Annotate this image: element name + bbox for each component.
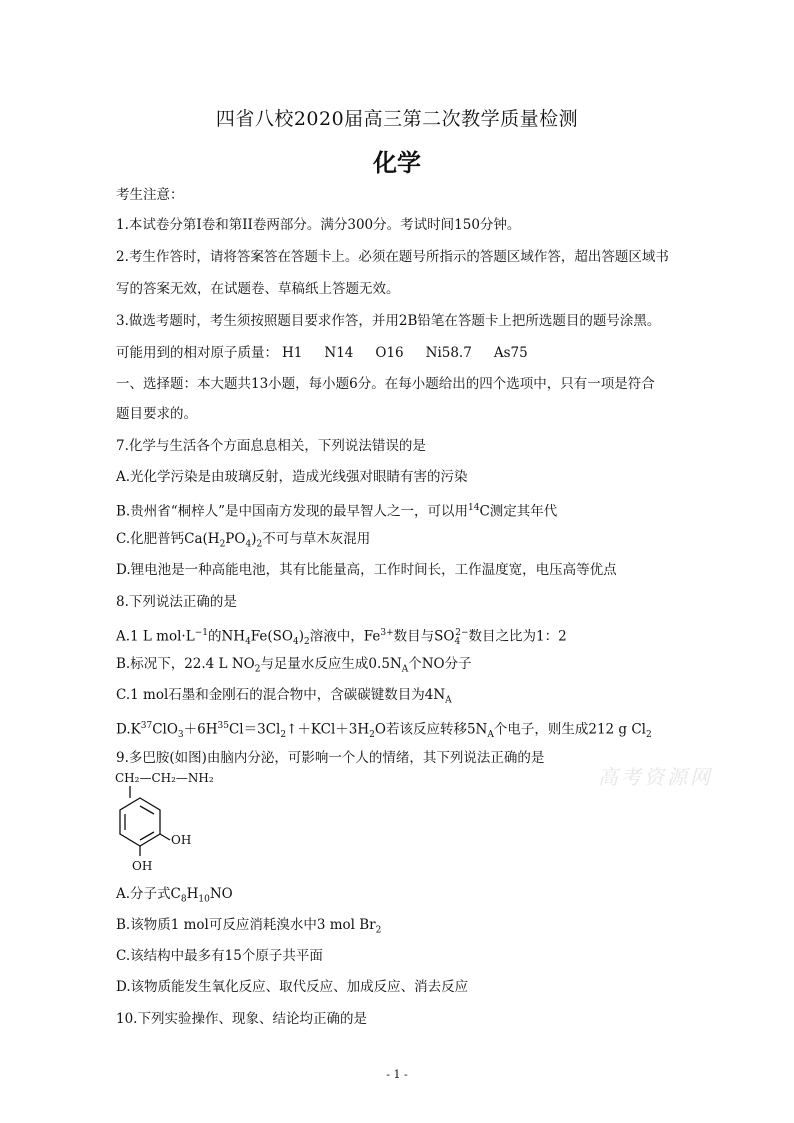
atomic-mass-o: O16 (375, 345, 404, 361)
benzene-ring (120, 798, 160, 846)
notice-item-2-line-2: 写的答案无效，在试题卷、草稿纸上答题无效。 (116, 281, 400, 297)
q9-option-b: B.该物质1 mol可反应消耗溴水中3 mol $Br_2$ (116, 917, 382, 936)
notice-item-1: 1.本试卷分第I卷和第II卷两部分。满分300分。考试时间150分钟。 (116, 217, 521, 233)
oh-bond-right (160, 834, 170, 840)
atomic-mass-as: As75 (493, 345, 528, 361)
atomic-mass-label: 可能用到的相对原子质量： (116, 345, 278, 361)
atomic-mass-n: N14 (324, 345, 354, 361)
q9-stem: 9.多巴胺(如图)由脑内分泌，可影响一个人的情绪，其下列说法正确的是 (116, 750, 545, 766)
page-number: - 1 - (386, 1068, 408, 1081)
q9-option-c: C.该结构中最多有15个原子共平面 (116, 948, 323, 964)
q8-option-b: B.标况下，22.4 L $NO_2$与足量水反应生成$0.5N_A$个NO分子 (116, 656, 472, 675)
q10-stem: 10.下列实验操作、现象、结论均正确的是 (116, 1011, 367, 1027)
notice-item-2-line-1: 2.考生作答时，请将答案答在答题卡上。必须在题号所指示的答题区域作答，超出答题区域书 (116, 249, 669, 265)
dopamine-structure (110, 770, 250, 880)
exam-title: 四省八校2020届高三第二次教学质量检测 (215, 108, 579, 130)
q9-option-a: A.分子式$C_8H_{10}NO$ (116, 886, 233, 905)
section-heading-line-1: 一、选择题：本大题共13小题，每小题6分。在每小题给出的四个选项中，只有一项是符合 (116, 376, 655, 392)
q7-option-a: A.光化学污染是由玻璃反射，造成光线强对眼睛有害的污染 (116, 469, 468, 485)
q8-option-a: A.1 L $mol\cdot L^{-1}$的$NH_4Fe(SO_4)_2$溶液中，$Fe^{3+}$数目与$SO_4^{2-}$数目之比为1：2 (116, 628, 567, 648)
atomic-mass-line (116, 344, 550, 362)
notice-heading: 考生注意： (116, 187, 184, 203)
notice-item-3: 3.做选考题时，考生须按照题目要求作答，并用2B铅笔在答题卡上把所选题目的题号涂黑。 (116, 313, 661, 329)
subject-title: 化学 (373, 149, 421, 177)
side-chain-label: CH₂—CH₂—NH₂ (115, 771, 214, 785)
ring-inner-bond-top (140, 806, 154, 814)
q9-option-d: D.该物质能发生氧化反应、取代反应、加成反应、消去反应 (116, 979, 469, 995)
q7-option-d: D.锂电池是一种高能电池，其有比能量高，工作时间长，工作温度宽，电压高等优点 (116, 562, 617, 578)
q8-option-c: C.1 mol石墨和金刚石的混合物中，含碳碳键数目为$4N_A$ (116, 687, 452, 706)
watermark: 高考资源网 (598, 765, 713, 789)
section-heading-line-2: 题目要求的。 (116, 406, 197, 422)
hydroxyl-bottom-label: OH (132, 859, 153, 873)
atomic-mass-ni: Ni58.7 (425, 345, 472, 361)
q8-stem: 8.下列说法正确的是 (116, 594, 237, 610)
q7-option-c: C.化肥普钙$Ca(H_2PO_4)_2$不可与草木灰混用 (116, 531, 371, 550)
q7-stem: 7.化学与生活各个方面息息相关，下列说法错误的是 (116, 438, 426, 454)
q7-option-b: B.贵州省“桐梓人”是中国南方发现的最早智人之一，可以用$^{14}$C测定其年代 (116, 503, 558, 520)
atomic-mass-h: H1 (282, 345, 303, 361)
hydroxyl-right-label: OH (171, 833, 192, 847)
q8-option-d: $D.K^{37}ClO_3+6H^{35}Cl=3Cl_2↑+KCl+3H_2O$若该反应转移$5N_A$个电子，则生成212 g $Cl_2$ (116, 721, 652, 741)
